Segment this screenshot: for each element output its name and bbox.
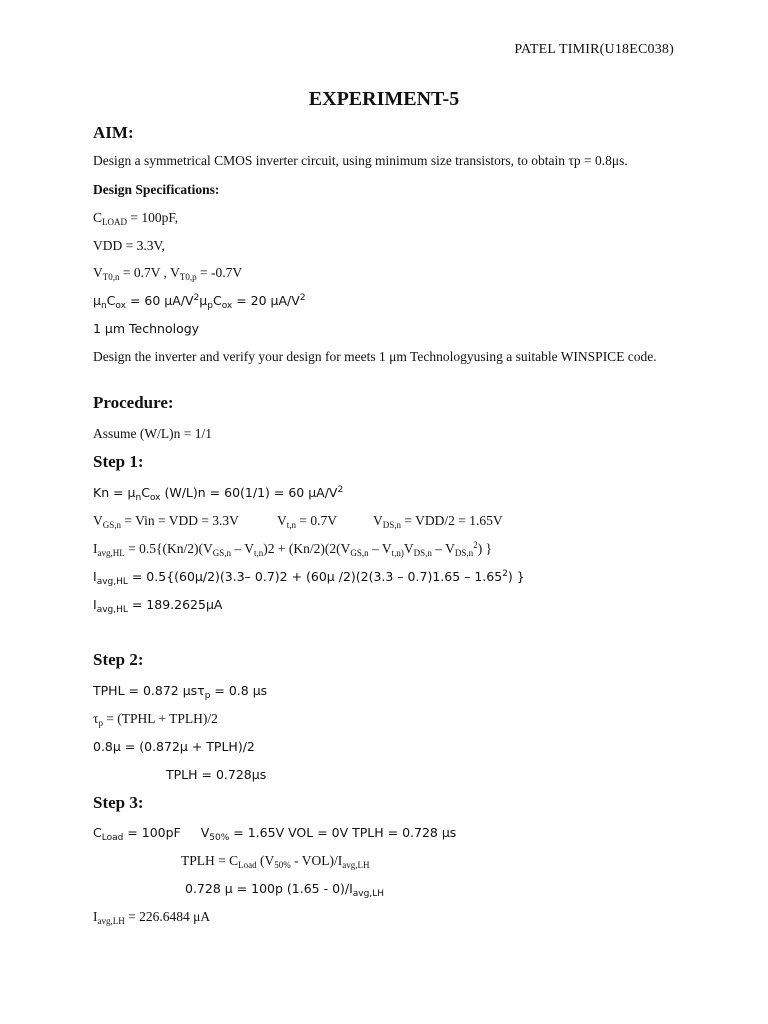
cload-spec: $C_{LOAD} = 100pF$,	[93, 210, 179, 227]
tau-p-formula: $\tau_p$ = (TPHL + TPLH)/2	[93, 711, 218, 728]
technology-spec: 1 μm Technology	[93, 321, 200, 336]
procedure-heading: Procedure:	[93, 393, 174, 412]
load-parameters: $C_{Load} = 100pF$ $V_{50\%} = 1.65V$ VOL = 0V TPLH = 0.728 μs	[93, 825, 457, 843]
experiment-title: EXPERIMENT-5	[308, 88, 460, 110]
aim-heading: AIM:	[93, 123, 134, 142]
tphl-value: TPHL = 0.872 μsτ$_p$ = 0.8 μs	[93, 683, 268, 701]
design-spec-heading: Design Specifications:	[93, 182, 220, 197]
step3-heading: Step 3:	[93, 793, 144, 812]
tplh-formula: TPLH = $C_{Load}$ $(V_{50\%} - VOL)/I_{avg,LH}$	[181, 853, 370, 870]
assumption: Assume (W/L)n = 1/1	[93, 426, 212, 441]
tplh-substitution: 0.728 μ = 100p $(1.65 - 0)/I_{avg,LH}$	[185, 881, 384, 899]
step1-heading: Step 1:	[93, 452, 144, 471]
iavg-hl-formula: $I_{avg,HL} = 0.5\{(Kn/2)(V_{GS,n} - V_{t,n})2 + (Kn/2)(2(V_{GS,n} - V_{t,n)}V_{DS,n} - V_{DS,n}^2)$ }	[93, 540, 493, 558]
design-instruction: Design the inverter and verify your design for meets 1 μm Technologyusing a suitable WINSPICE code.	[93, 349, 657, 364]
iavg-hl-result: $I_{avg,HL} = 189.2625\mu A$	[93, 597, 223, 615]
vt-spec: $V_{T0,n} = 0.7V$ , $V_{T0,p} = -0.7V$	[93, 265, 243, 282]
mobility-spec: $\mu_nC_{ox} = 60$ $\mu A/V^2\mu_pC_{ox} = 20$ $\mu A/V^2$	[93, 293, 306, 311]
bias-values: $V_{GS,n}$ = Vin = VDD = 3.3V $V_{t,n} = 0.7V$ $V_{DS,n} = VDD/2 = 1.65V$	[93, 513, 503, 530]
tplh-equation: 0.8μ = (0.872μ + TPLH)/2	[93, 739, 255, 754]
aim-text: Design a symmetrical CMOS inverter circuit, using minimum size transistors, to obtain τp = 0.8μs.	[93, 153, 628, 168]
iavg-hl-substitution: $I_{avg,HL} = 0.5\{(60\mu/2)(3.3-$ 0.7)2 + (60μ /2)(2(3.3 – 0.7)1.65 – 1.65$^2$) }	[93, 569, 525, 587]
kn-equation: $Kn = \mu_nC_{ox}$ (W/L)n = 60(1/1) = 60 $\mu A/V^2$	[93, 485, 344, 503]
step2-heading: Step 2:	[93, 650, 144, 669]
tplh-result: TPLH = 0.728μs	[166, 767, 267, 782]
author-header: PATEL TIMIR(U18EC038)	[514, 42, 674, 57]
vdd-spec: VDD = 3.3V,	[93, 238, 165, 253]
iavg-lh-result: $I_{avg,LH} = 226.6484$ μA	[93, 909, 211, 926]
